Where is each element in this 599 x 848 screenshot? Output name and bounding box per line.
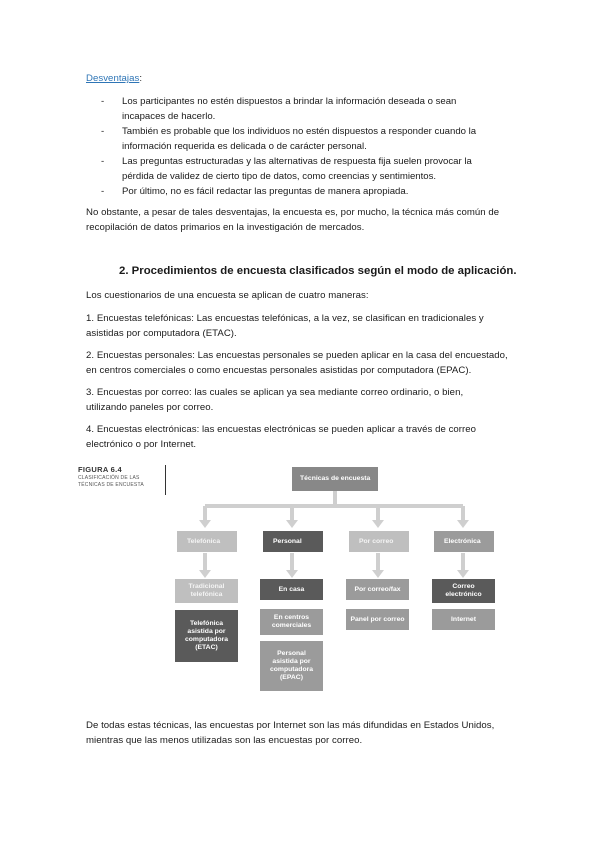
bullet-dash: - — [101, 186, 105, 197]
disadvantages-heading-link[interactable]: Desventajas — [86, 73, 140, 84]
node-en-casa: En casa — [260, 579, 323, 600]
node-tradicional-telefonica: Tradicional telefónica — [175, 579, 238, 603]
figure-label: FIGURA 6.4 — [78, 465, 122, 474]
node-correo-electronico: Correo electrónico — [432, 579, 495, 603]
bullet-dash: - — [101, 96, 105, 107]
list-item-text: Los participantes no estén dispuestos a brindar la información deseada o sean incapaces de hacerlo. — [122, 96, 457, 122]
list-item-text: Las preguntas estructuradas y las alternativas de respuesta fija suelen provocar la pérdida de validez de cierto tipo de datos, como creencias y sentimientos. — [122, 156, 472, 182]
closing-paragraph: De todas estas técnicas, las encuestas por Internet son las más difundidas en Estados Unidos, mientras que las menos utilizadas son las encuestas por correo. — [86, 720, 495, 746]
category-electronica: Electrónica — [434, 531, 494, 552]
paragraph-correo: 3. Encuestas por correo: las cuales se aplican ya sea mediante correo ordinario, o bien, utilizando paneles por correo. — [86, 387, 464, 413]
figure-caption-text: CLASIFICACIÓN DE LAS TÉCNICAS DE ENCUESTA — [78, 475, 144, 488]
node-panel-correo: Panel por correo — [346, 609, 409, 630]
category-personal: Personal — [263, 531, 323, 552]
conclusion-paragraph: No obstante, a pesar de tales desventajas, la encuesta es, por mucho, la técnica más común de recopilación de datos primarios en la investigación de mercados. — [86, 207, 500, 233]
node-epac: Personal asistida por computadora (EPAC) — [260, 641, 323, 691]
paragraph-telefonicas: 1. Encuestas telefónicas: Las encuestas telefónicas, a la vez, se clasifican en tradicionales y asistidas por computadora (ETAC). — [86, 313, 484, 339]
node-internet: Internet — [432, 609, 495, 630]
paragraph-electronicas: 4. Encuestas electrónicas: las encuestas electrónicas se pueden aplicar a través de correo electrónico o por Internet. — [86, 424, 477, 450]
list-item-text: También es probable que los individuos no estén dispuestos a responder cuando la información requerida es delicada o de carácter personal. — [122, 126, 477, 152]
paragraph-personales: 2. Encuestas personales: Las encuestas personales se pueden aplicar en la casa del encuestado, en centros comerciales o como encuestas personales asistidas por computadora (EPAC). — [86, 350, 508, 376]
category-telefonica: Telefónica — [177, 531, 237, 552]
bullet-dash: - — [101, 126, 105, 137]
node-etac: Telefónica asistida por computadora (ETAC) — [175, 610, 238, 662]
diagram-root: Técnicas de encuesta — [292, 467, 378, 491]
node-correo-fax: Por correo/fax — [346, 579, 409, 600]
category-correo: Por correo — [349, 531, 409, 552]
section-title: 2. Procedimientos de encuesta clasificados según el modo de aplicación. — [119, 265, 517, 277]
list-item-text: Por último, no es fácil redactar las preguntas de manera apropiada. — [122, 186, 409, 197]
intro-paragraph: Los cuestionarios de una encuesta se aplican de cuatro maneras: — [86, 290, 369, 301]
node-centros-comerciales: En centros comerciales — [260, 609, 323, 635]
bullet-dash: - — [101, 156, 105, 167]
heading-colon: : — [139, 73, 143, 84]
